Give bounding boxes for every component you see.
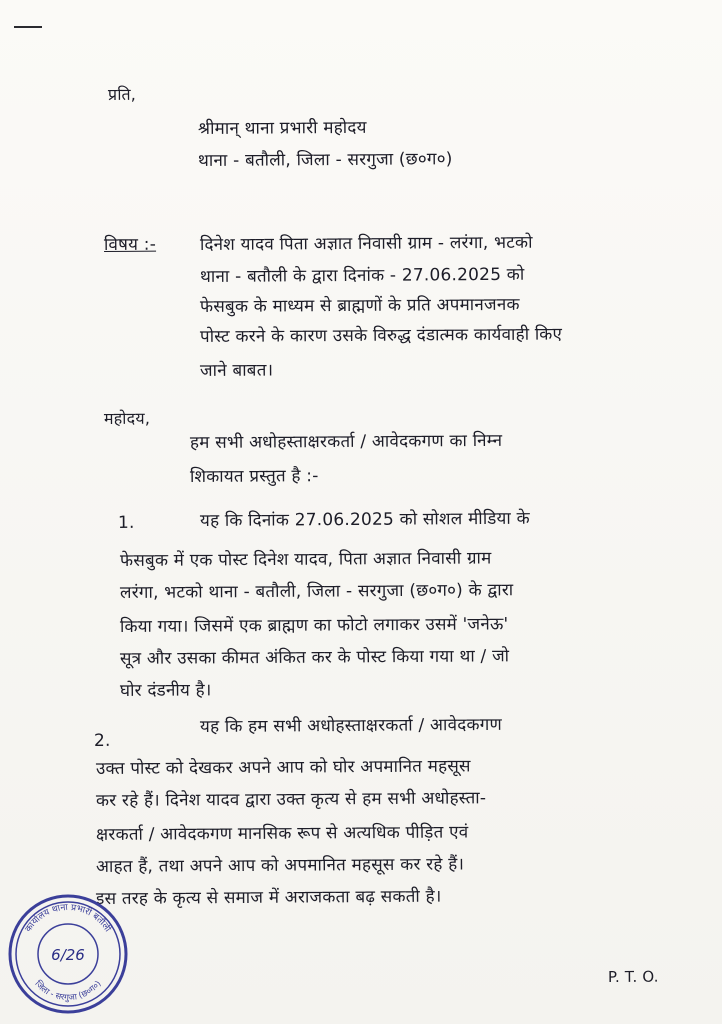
point-2-line-3: कर रहे हैं। दिनेश यादव द्वारा उक्त कृत्य से हम सभी अधोहस्ता- bbox=[95, 788, 487, 811]
point-2-line-4: क्षरकर्ता / आवेदकगण मानसिक रूप से अत्यधिक पीड़ित एवं bbox=[95, 822, 469, 845]
point-1-line-5: सूत्र और उसका कीमत अंकित कर के पोस्ट किया गया था / जो bbox=[119, 646, 510, 669]
edge-mark bbox=[14, 26, 42, 28]
stamp-bottom-text: जिला - सरगुजा (छ०ग०) bbox=[32, 979, 104, 1004]
page-turn-note: P. T. O. bbox=[607, 967, 659, 986]
point-1-number: 1. bbox=[117, 512, 135, 533]
point-1-line-3: लरंगा, भटको थाना - बतौली, जिला - सरगुजा (छ०ग०) के द्वारा bbox=[119, 580, 514, 603]
subject-line-5: जाने बाबत। bbox=[199, 360, 274, 381]
point-2-line-1: यह कि हम सभी अधोहस्ताक्षरकर्ता / आवेदकगण bbox=[199, 714, 503, 737]
salutation-to: प्रति, bbox=[107, 84, 137, 104]
police-station-stamp bbox=[6, 892, 130, 1016]
subject-line-1: दिनेश यादव पिता अज्ञात निवासी ग्राम - लरंगा, भटको bbox=[199, 232, 533, 255]
point-2-line-6: इस तरह के कृत्य से समाज में अराजकता बढ़ सकती है। bbox=[95, 886, 442, 909]
point-1-line-4: किया गया। जिसमें एक ब्राह्मण का फोटो लगाकर उसमें 'जनेऊ' bbox=[119, 614, 509, 637]
point-1-line-6: घोर दंडनीय है। bbox=[119, 680, 212, 701]
subject-line-4: पोस्ट करने के कारण उसके विरुद्ध दंडात्मक कार्यवाही किए bbox=[199, 324, 563, 347]
subject-label: विषय :- bbox=[103, 234, 157, 255]
point-2-line-2: उक्त पोस्ट को देखकर अपने आप को घोर अपमानित महसूस bbox=[95, 756, 471, 779]
subject-line-2: थाना - बतौली के द्वारा दिनांक - 27.06.2025 को bbox=[199, 264, 525, 287]
stamp-date: 6/26 bbox=[51, 946, 85, 964]
point-2-number: 2. bbox=[93, 730, 111, 751]
intro-line-2: शिकायत प्रस्तुत है :- bbox=[189, 466, 319, 487]
subject-line-3: फेसबुक के माध्यम से ब्राह्मणों के प्रति अपमानजनक bbox=[199, 294, 520, 317]
greeting: महोदय, bbox=[103, 408, 151, 428]
stamp-top-text: कार्यालय थाना प्रभारी बतौली bbox=[23, 902, 113, 935]
recipient-line-1: श्रीमान् थाना प्रभारी महोदय bbox=[197, 117, 367, 139]
intro-line-1: हम सभी अधोहस्ताक्षरकर्ता / आवेदकगण का निम्न bbox=[189, 430, 503, 453]
point-1-line-2: फेसबुक में एक पोस्ट दिनेश यादव, पिता अज्ञात निवासी ग्राम bbox=[119, 548, 492, 571]
point-2-line-5: आहत हैं, तथा अपने आप को अपमानित महसूस कर रहे हैं। bbox=[95, 854, 465, 877]
point-1-line-1: यह कि दिनांक 27.06.2025 को सोशल मीडिया के bbox=[199, 508, 530, 531]
recipient-line-2: थाना - बतौली, जिला - सरगुजा (छ०ग०) bbox=[197, 149, 453, 171]
